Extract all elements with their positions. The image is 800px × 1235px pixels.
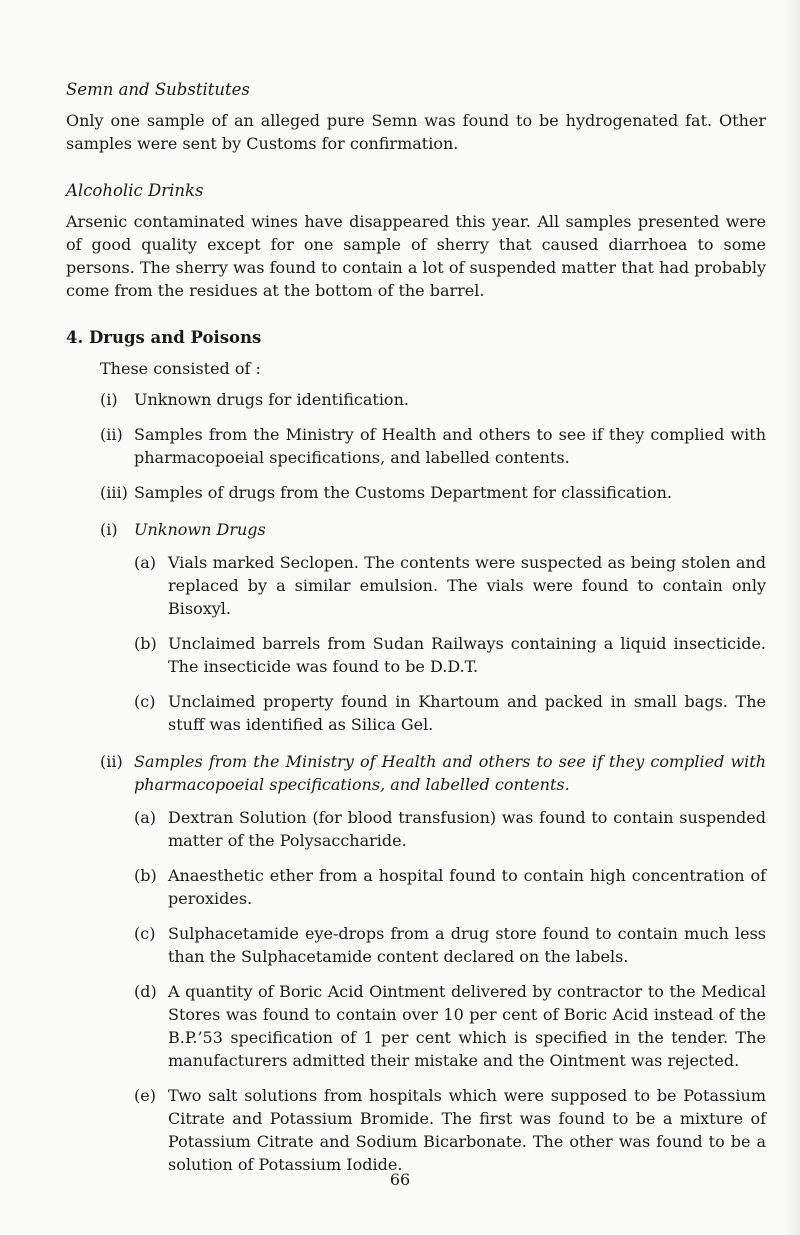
list-item xyxy=(134,864,766,910)
list-item xyxy=(134,551,766,620)
sub-list xyxy=(134,806,766,1176)
item-text: A quantity of Boric Acid Ointment delivered by contractor to the Medical Stores was found to contain over 10 per cent of Boric Acid instead of the B.P.’53 specification of 1 per cent which is specified in the tender. The manufacturers admitted their mistake and the Ointment was rejected. xyxy=(168,982,766,1070)
section-semn xyxy=(66,78,766,155)
item-text: Samples of drugs from the Customs Department for classification. xyxy=(134,483,673,502)
section-drugs-and-poisons xyxy=(66,326,766,1176)
item-letter: (c) xyxy=(134,924,156,943)
item-letter: (d) xyxy=(134,982,157,1001)
section-heading-numbered: 4. Drugs and Poisons xyxy=(66,328,262,347)
item-number: (ii) xyxy=(100,425,123,444)
list-item xyxy=(134,632,766,678)
item-letter: (c) xyxy=(134,692,156,711)
item-text: Samples from the Ministry of Health and others to see if they complied with pharmacopoeial specifications, and labelled contents. xyxy=(134,425,766,467)
subsection-heading xyxy=(100,518,766,541)
section-paragraph: Arsenic contaminated wines have disappeared this year. All samples presented were of good quality except for one sample of sherry that caused diarrhoea to some persons. The sherry was found to contain a lot of suspended matter that had probably come from the residues at the bottom of the barrel. xyxy=(66,212,766,300)
item-text: Two salt solutions from hospitals which were supposed to be Potassium Citrate and Potassium Bromide. The first was found to be a mixture of Potassium Citrate and Sodium Bicarbonate. The other was found to be a solution of Potassium Iodide. xyxy=(168,1086,766,1174)
item-text: Sulphacetamide eye-drops from a drug store found to contain much less than the Sulphacetamide content declared on the labels. xyxy=(168,924,766,966)
list-item xyxy=(134,690,766,736)
list-item xyxy=(134,922,766,968)
item-number: (i) xyxy=(100,390,118,409)
section-heading: Alcoholic Drinks xyxy=(66,181,204,200)
item-text: Unknown drugs for identification. xyxy=(134,390,409,409)
intro-text: These consisted of : xyxy=(100,359,261,378)
page-content xyxy=(66,78,766,1188)
item-letter: (a) xyxy=(134,808,157,827)
item-number: (iii) xyxy=(100,483,128,502)
list-item xyxy=(134,980,766,1072)
item-text: Unclaimed barrels from Sudan Railways containing a liquid insecticide. The insecticide was found to be D.D.T. xyxy=(168,634,766,676)
page-number: 66 xyxy=(389,1170,411,1189)
subsection-samples xyxy=(100,750,766,1176)
list-item xyxy=(134,1084,766,1176)
list-item xyxy=(100,388,766,411)
item-text: Anaesthetic ether from a hospital found to contain high concentration of peroxides. xyxy=(168,866,766,908)
list-item xyxy=(100,481,766,504)
section-heading: Semn and Substitutes xyxy=(66,80,250,99)
item-text: Unclaimed property found in Khartoum and packed in small bags. The stuff was identified as Silica Gel. xyxy=(168,692,766,734)
list-item xyxy=(100,423,766,469)
item-letter: (a) xyxy=(134,553,157,572)
item-letter: (e) xyxy=(134,1086,156,1105)
item-text: Dextran Solution (for blood transfusion) was found to contain suspended matter of the Polysaccharide. xyxy=(168,808,766,850)
subsection-number: (ii) xyxy=(100,752,123,771)
item-letter: (b) xyxy=(134,634,157,653)
subsection-title: Samples from the Ministry of Health and others to see if they complied with pharmacopoeial specifications, and labelled contents. xyxy=(134,752,766,794)
subsection-number: (i) xyxy=(100,520,118,539)
category-list xyxy=(100,388,766,504)
sub-list xyxy=(134,551,766,736)
subsection-heading xyxy=(100,750,766,796)
section-alcoholic-drinks xyxy=(66,179,766,302)
section-paragraph: Only one sample of an alleged pure Semn was found to be hydrogenated fat. Other samples were sent by Customs for confirmation. xyxy=(66,111,766,153)
item-letter: (b) xyxy=(134,866,157,885)
list-item xyxy=(134,806,766,852)
subsection-unknown-drugs xyxy=(100,518,766,736)
subsection-title: Unknown Drugs xyxy=(134,520,266,539)
item-text: Vials marked Seclopen. The contents were suspected as being stolen and replaced by a similar emulsion. The vials were found to contain only Bisoxyl. xyxy=(168,553,766,618)
